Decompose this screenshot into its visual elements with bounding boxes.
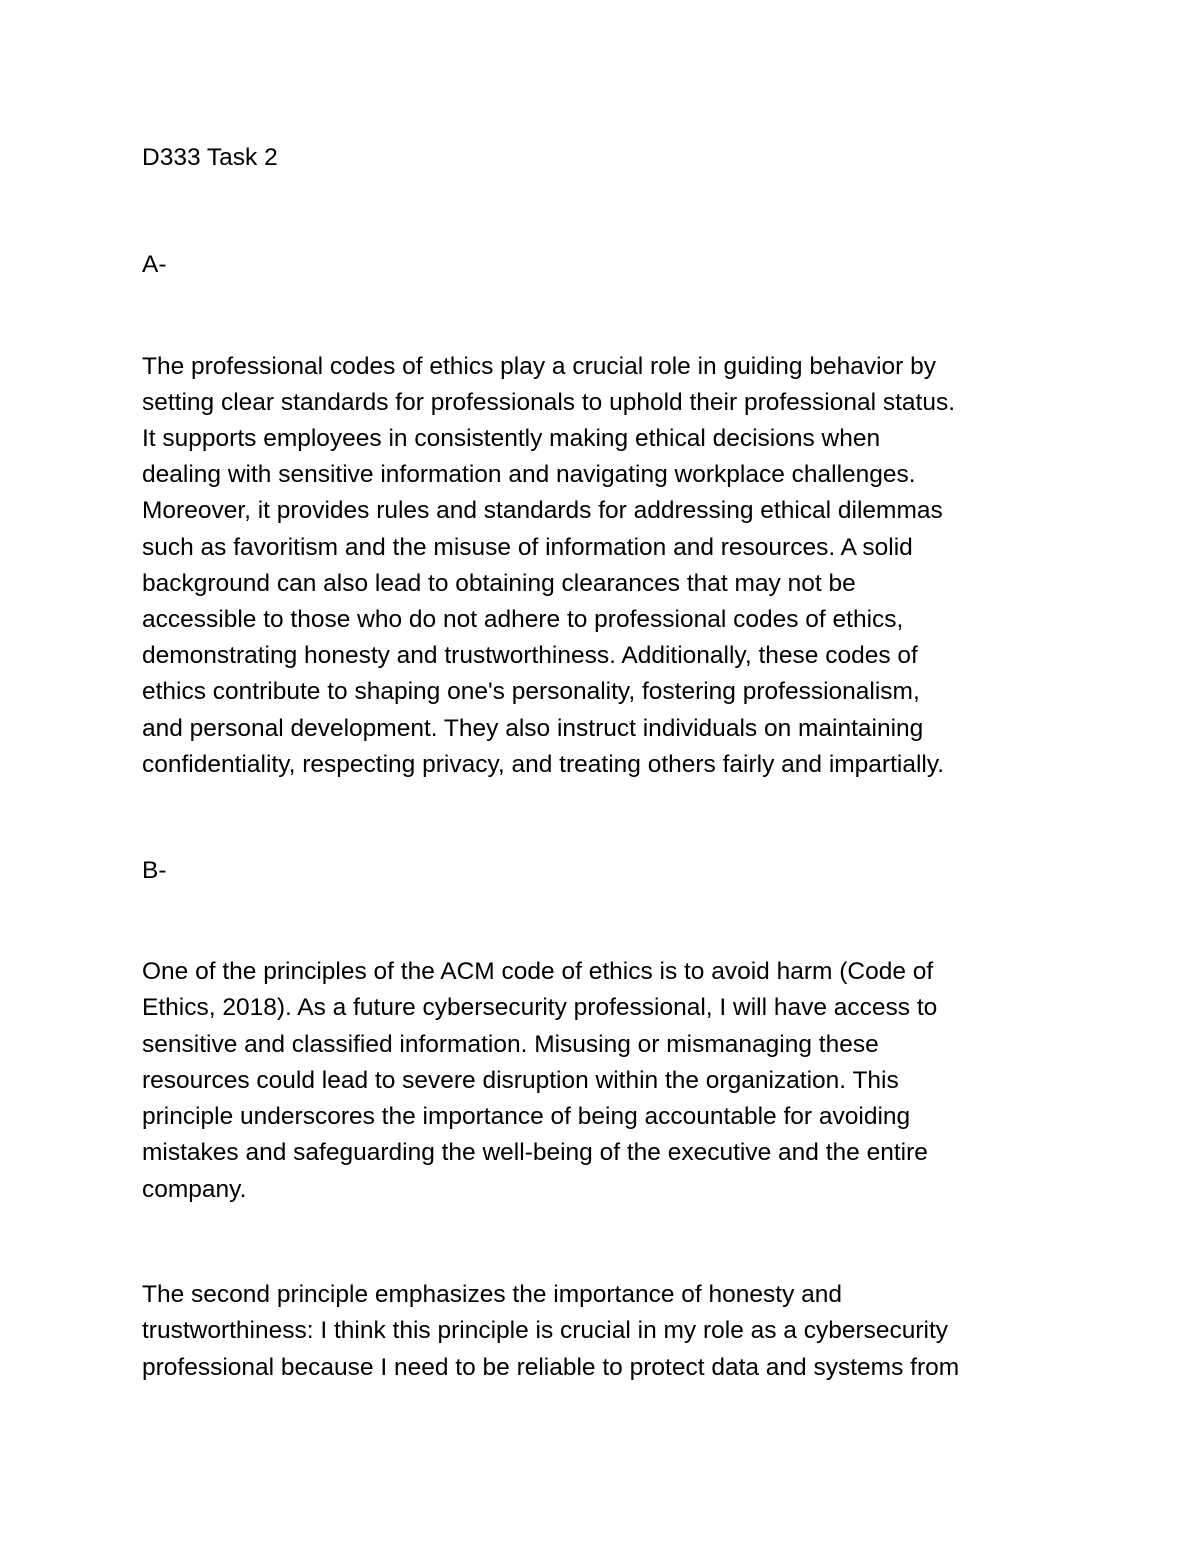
document-title: D333 Task 2 <box>142 144 278 171</box>
paragraph-line: The second principle emphasizes the importance of honesty and <box>142 1281 843 1308</box>
paragraph-line: such as favoritism and the misuse of information and resources. A solid <box>142 534 913 561</box>
paragraph-line: company. <box>142 1176 247 1203</box>
paragraph-line: professional because I need to be reliable to protect data and systems from <box>142 1354 960 1381</box>
paragraph-line: background can also lead to obtaining clearances that may not be <box>142 570 856 597</box>
paragraph-line: demonstrating honesty and trustworthiness. Additionally, these codes of <box>142 642 918 669</box>
section-b-heading: B- <box>142 857 167 884</box>
paragraph-line: Moreover, it provides rules and standards for addressing ethical dilemmas <box>142 497 943 524</box>
paragraph-line: trustworthiness: I think this principle is crucial in my role as a cybersecurity <box>142 1317 949 1344</box>
paragraph-line: ethics contribute to shaping one's personality, fostering professionalism, <box>142 678 920 705</box>
paragraph-line: and personal development. They also instruct individuals on maintaining <box>142 715 924 742</box>
paragraph-line: mistakes and safeguarding the well-being of the executive and the entire <box>142 1139 928 1166</box>
paragraph-line: setting clear standards for professionals to uphold their professional status. <box>142 389 956 416</box>
paragraph-line: Ethics, 2018). As a future cybersecurity professional, I will have access to <box>142 994 938 1021</box>
paragraph-line: confidentiality, respecting privacy, and treating others fairly and impartially. <box>142 751 945 778</box>
paragraph-line: It supports employees in consistently making ethical decisions when <box>142 425 881 452</box>
paragraph-line: accessible to those who do not adhere to professional codes of ethics, <box>142 606 904 633</box>
paragraph-line: resources could lead to severe disruption within the organization. This <box>142 1067 899 1094</box>
paragraph-line: The professional codes of ethics play a crucial role in guiding behavior by <box>142 353 936 380</box>
paragraph-line: One of the principles of the ACM code of ethics is to avoid harm (Code of <box>142 958 934 985</box>
paragraph-line: principle underscores the importance of being accountable for avoiding <box>142 1103 911 1130</box>
paragraph-line: dealing with sensitive information and navigating workplace challenges. <box>142 461 916 488</box>
section-a-heading: A- <box>142 251 167 278</box>
paragraph-line: sensitive and classified information. Misusing or mismanaging these <box>142 1031 879 1058</box>
